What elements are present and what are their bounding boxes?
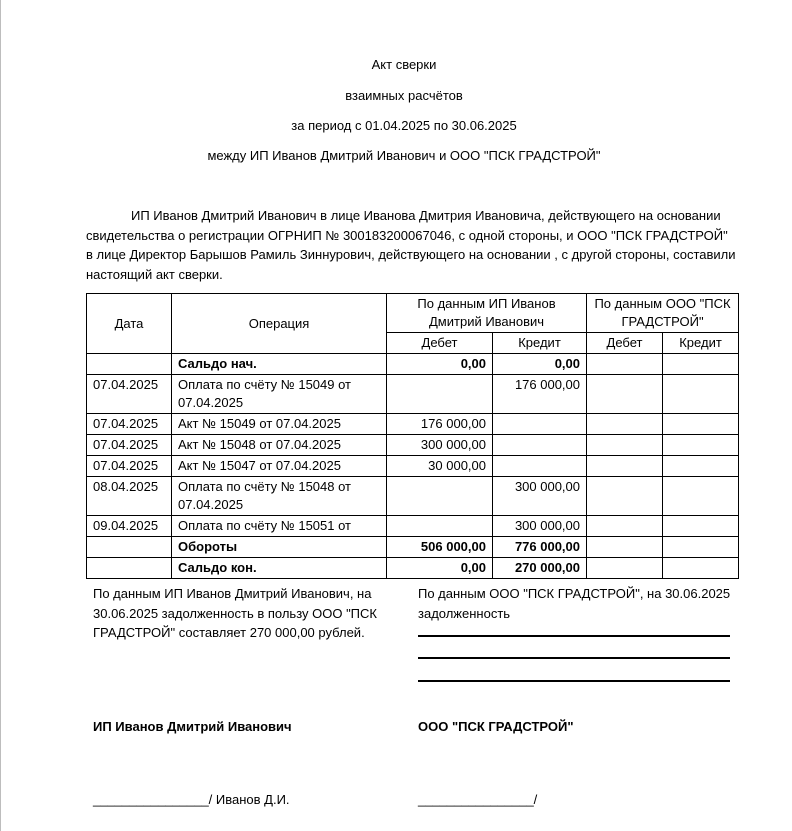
doc-period: за период с 01.04.2025 по 30.06.2025	[291, 118, 517, 133]
row-operation: Оплата по счёту № 15051 от	[172, 516, 387, 537]
row-credit: 300 000,00	[493, 516, 587, 537]
row-date: 07.04.2025	[87, 414, 172, 435]
row-credit	[493, 435, 587, 456]
row-credit	[493, 456, 587, 477]
turnover-row	[87, 537, 739, 558]
closing-label: Сальдо кон.	[172, 558, 387, 579]
closing-balance-row	[87, 558, 739, 579]
opening-credit: 0,00	[493, 354, 587, 375]
right-debit-header: Дебет	[587, 333, 663, 354]
opening-balance-row	[87, 354, 739, 375]
row-date: 07.04.2025	[87, 435, 172, 456]
row-operation: Оплата по счёту № 15049 от 07.04.2025	[172, 375, 387, 414]
group-left-header: По данным ИП Иванов Дмитрий Иванович	[387, 294, 587, 333]
row-date: 09.04.2025	[87, 516, 172, 537]
signature-left: ________________/ Иванов Д.И.	[93, 792, 290, 807]
table-row	[87, 456, 739, 477]
row-credit: 176 000,00	[493, 375, 587, 414]
row-credit: 300 000,00	[493, 477, 587, 516]
group-right-header: По данным ООО "ПСК ГРАДСТРОЙ"	[587, 294, 739, 333]
opening-debit: 0,00	[387, 354, 493, 375]
row-operation: Оплата по счёту № 15048 от 07.04.2025	[172, 477, 387, 516]
row-debit	[387, 477, 493, 516]
row-date: 07.04.2025	[87, 375, 172, 414]
blank-line	[418, 680, 730, 682]
row-date: 08.04.2025	[87, 477, 172, 516]
party-left: ИП Иванов Дмитрий Иванович	[93, 719, 292, 734]
table-row	[87, 477, 739, 516]
table-header-row	[87, 294, 739, 333]
opening-label: Сальдо нач.	[172, 354, 387, 375]
row-operation: Акт № 15048 от 07.04.2025	[172, 435, 387, 456]
blank-line	[418, 657, 730, 659]
doc-parties: между ИП Иванов Дмитрий Иванович и ООО "ПСК ГРАДСТРОЙ"	[207, 148, 601, 163]
row-debit: 300 000,00	[387, 435, 493, 456]
intro-paragraph: ИП Иванов Дмитрий Иванович в лице Иванова Дмитрия Ивановича, действующего на основании свидетельства о регистрации ОГРНИП № 300183200067046, с одной стороны, и ООО "ПСК ГРАДСТРОЙ" в лице Директор Барышов Рамиль Зиннурович, действующего на основании , с другой стороны, составили настоящий акт сверки.	[86, 208, 736, 282]
doc-title: Акт сверки	[371, 57, 437, 72]
turnover-label: Обороты	[172, 537, 387, 558]
party-right: ООО "ПСК ГРАДСТРОЙ"	[418, 719, 574, 734]
blank-line	[418, 635, 730, 637]
left-credit-header: Кредит	[493, 333, 587, 354]
row-debit	[387, 516, 493, 537]
right-credit-header: Кредит	[663, 333, 739, 354]
doc-subtitle: взаимных расчётов	[345, 88, 463, 103]
row-debit: 30 000,00	[387, 456, 493, 477]
col-operation-header: Операция	[172, 294, 387, 354]
table-row	[87, 414, 739, 435]
row-credit	[493, 414, 587, 435]
page-edge	[0, 0, 1, 831]
closing-credit: 270 000,00	[493, 558, 587, 579]
row-date: 07.04.2025	[87, 456, 172, 477]
turnover-debit: 506 000,00	[387, 537, 493, 558]
row-operation: Акт № 15047 от 07.04.2025	[172, 456, 387, 477]
row-operation: Акт № 15049 от 07.04.2025	[172, 414, 387, 435]
summary-left: По данным ИП Иванов Дмитрий Иванович, на 30.06.2025 задолженность в пользу ООО "ПСК ГРАДСТРОЙ" составляет 270 000,00 рублей.	[93, 586, 377, 640]
signature-right: ________________/	[418, 792, 538, 807]
summary-right: По данным ООО "ПСК ГРАДСТРОЙ", на 30.06.2025 задолженность	[418, 586, 731, 621]
row-debit: 176 000,00	[387, 414, 493, 435]
closing-debit: 0,00	[387, 558, 493, 579]
reconciliation-table	[86, 293, 739, 579]
col-date-header: Дата	[87, 294, 172, 354]
table-row	[87, 375, 739, 414]
table-row	[87, 435, 739, 456]
turnover-credit: 776 000,00	[493, 537, 587, 558]
table-row	[87, 516, 739, 537]
left-debit-header: Дебет	[387, 333, 493, 354]
row-debit	[387, 375, 493, 414]
